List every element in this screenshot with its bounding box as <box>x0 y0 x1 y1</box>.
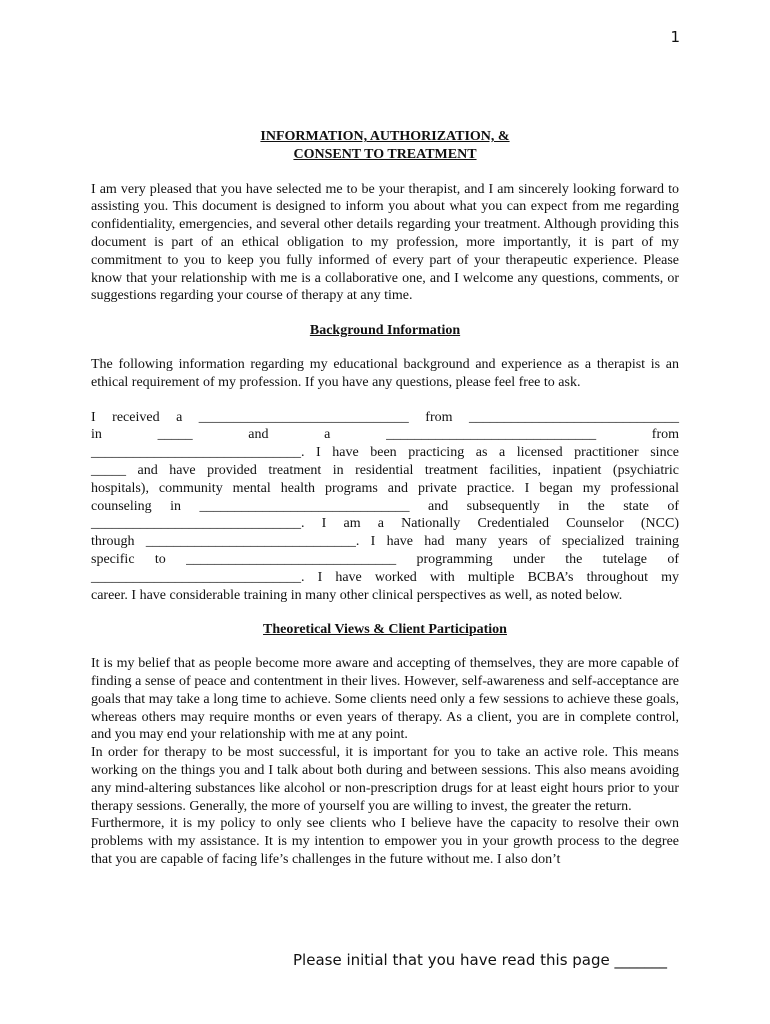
document-title-line-2: CONSENT TO TREATMENT <box>293 146 477 162</box>
background-line: specific to ______________________________ programming under the tutelage of <box>91 551 679 567</box>
background-fill-in-paragraph <box>91 409 679 605</box>
document-body <box>91 128 679 869</box>
initial-line: Please initial that you have read this page _______ <box>293 951 668 969</box>
theoretical-heading: Theoretical Views & Client Participation <box>263 622 507 638</box>
intro-paragraph: I am very pleased that you have selected me to be your therapist, and I am sincerely looking forward to assisting you. This document is designed to inform you about what you can expect from me regarding confidentiality, emergencies, and several other details regarding your treatment. Although providing this document is part of an ethical obligation to my profession, more importantly, it is part of my commitment to you to keep you fully informed of every part of your therapeutic experience. Please know that your relationship with me is a collaborative one, and I welcome any questions, comments, or suggestions regarding your course of therapy at any time. <box>91 181 679 304</box>
theoretical-paragraph: It is my belief that as people become more aware and accepting of themselves, they are more capable of finding a sense of peace and contentment in their lives. However, self-awareness and self-acceptance are goals that may take a long time to achieve. Some clients need only a few sessions to achieve these goals, whereas others may require months or even years of therapy. As a client, you are in complete control, and you may end your relationship with me at any point. <box>91 656 679 743</box>
background-line: through ______________________________. I have had many years of specialized training <box>91 534 679 550</box>
background-line: _____ and have provided treatment in residential treatment facilities, inpatient (psychiatric <box>91 462 679 478</box>
background-line: ______________________________. I have been practicing as a licensed practitioner since <box>91 445 679 461</box>
background-line: in _____ and a ______________________________ from <box>91 427 679 443</box>
background-line: hospitals), community mental health programs and private practice. I began my professional <box>91 480 679 496</box>
background-line: career. I have considerable training in many other clinical perspectives as well, as noted below. <box>91 587 623 603</box>
background-line: counseling in ______________________________ and subsequently in the state of <box>91 498 679 514</box>
document-title-line-1: INFORMATION, AUTHORIZATION, & <box>260 129 510 144</box>
background-intro-paragraph: The following information regarding my educational background and experience as a therapist is an ethical requirement of my profession. If you have any questions, please feel free to ask. <box>91 356 679 390</box>
page-number: 1 <box>670 28 680 46</box>
background-heading: Background Information <box>309 323 461 339</box>
theoretical-paragraph: In order for therapy to be most successful, it is important for you to take an active role. This means working on the things you and I talk about both during and between sessions. This also means avoiding any mind-altering substances like alcohol or non-prescription drugs for at least eight hours prior to your therapy sessions. Generally, the more of yourself you are willing to invest, the greater the return. <box>91 745 679 814</box>
background-line: ______________________________. I am a Nationally Credentialed Counselor (NCC) <box>91 516 679 532</box>
background-line: ______________________________. I have worked with multiple BCBA’s throughout my <box>91 569 679 585</box>
theoretical-paragraph: Furthermore, it is my policy to only see clients who I believe have the capacity to resolve their own problems with my assistance. It is my intention to empower you in your growth process to the degree that you are capable of facing life’s challenges in the future without me. I also don’t <box>91 816 679 867</box>
background-line: I received a ______________________________ from ______________________________ <box>91 409 679 425</box>
